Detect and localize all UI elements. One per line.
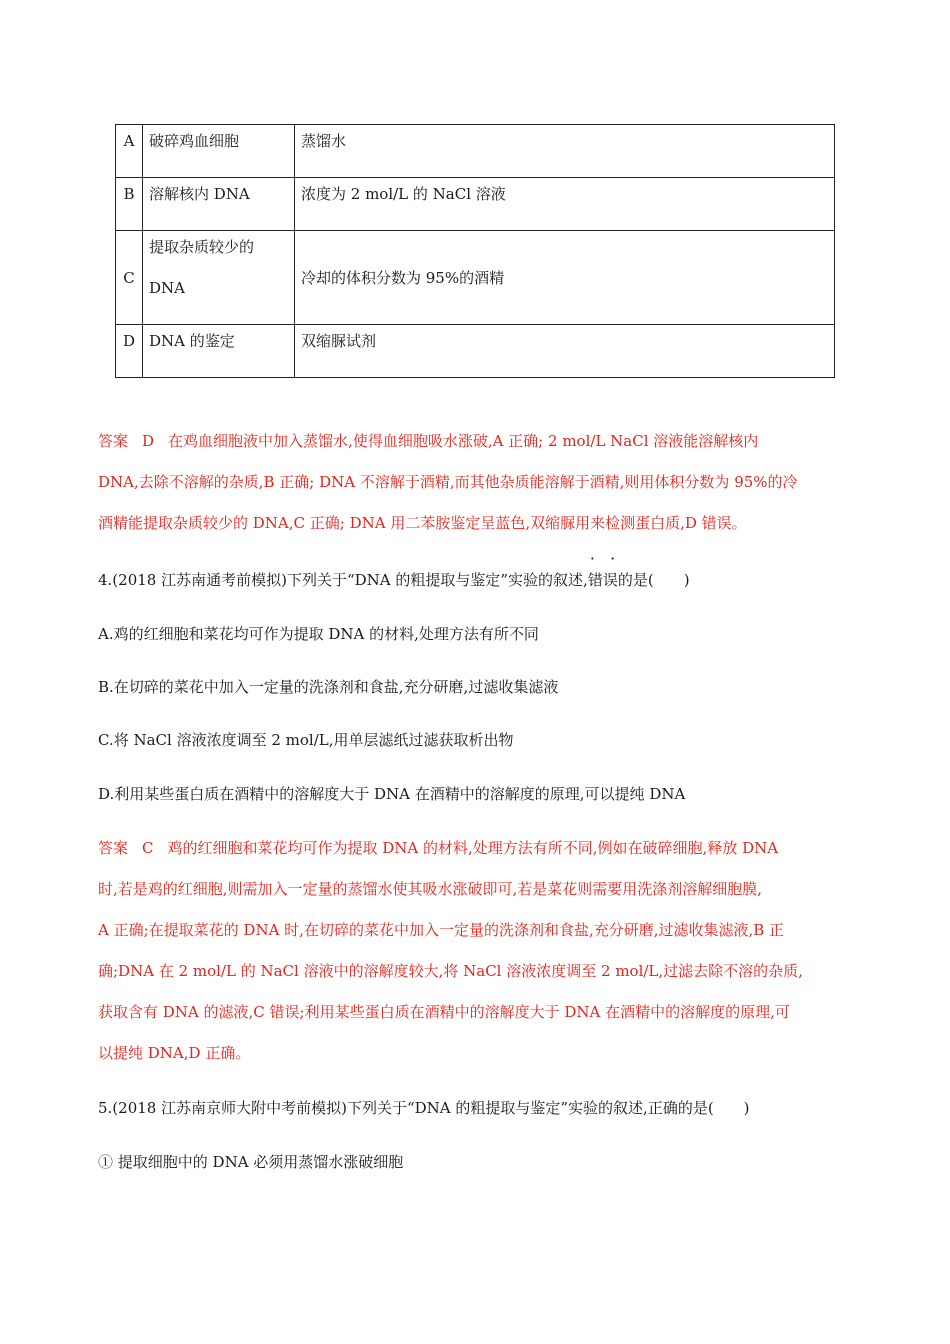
answer3-block bbox=[98, 421, 853, 544]
question4-stem-post: 的是( ) bbox=[617, 571, 690, 589]
answer4-line1 bbox=[98, 828, 853, 869]
question4-option-a: A.鸡的红细胞和菜花均可作为提取 DNA 的材料,处理方法有所不同 bbox=[98, 625, 539, 643]
row-step-line1: 提取杂质较少的 bbox=[149, 238, 255, 256]
question4-option-b: B.在切碎的菜花中加入一定量的洗涤剂和食盐,充分研磨,过滤收集滤液 bbox=[98, 678, 559, 696]
table-row bbox=[116, 231, 835, 325]
answer3-text1: 在鸡血细胞液中加入蒸馏水,使得血细胞吸水涨破,A 正确; 2 mol/L NaCl 溶液能溶解核内 bbox=[168, 432, 759, 450]
answer3-line1 bbox=[98, 421, 853, 462]
table-row bbox=[116, 125, 835, 178]
answer-tag: 答案 bbox=[98, 432, 129, 450]
row-reagent: 双缩脲试剂 bbox=[295, 325, 835, 378]
question4-option-c: C.将 NaCl 溶液浓度调至 2 mol/L,用单层滤纸过滤获取析出物 bbox=[98, 731, 514, 749]
answer-letter: D bbox=[142, 432, 155, 450]
question5-item1: ① 提取细胞中的 DNA 必须用蒸馏水涨破细胞 bbox=[98, 1153, 404, 1171]
answer4-text1: 鸡的红细胞和菜花均可作为提取 DNA 的材料,处理方法有所不同,例如在破碎细胞,释放 DNA bbox=[167, 839, 779, 857]
reagent-table bbox=[115, 124, 835, 378]
question4-option-d: D.利用某些蛋白质在酒精中的溶解度大于 DNA 在酒精中的溶解度的原理,可以提纯 DNA bbox=[98, 785, 686, 803]
row-step bbox=[143, 231, 295, 325]
row-letter: D bbox=[116, 325, 143, 378]
question5-stem: 5.(2018 江苏南京师大附中考前模拟)下列关于“DNA 的粗提取与鉴定”实验的叙述,正确的是( ) bbox=[98, 1099, 750, 1117]
answer3-line2: DNA,去除不溶解的杂质,B 正确; DNA 不溶解于酒精,而其他杂质能溶解于酒精,则用体积分数为 95%的冷 bbox=[98, 473, 798, 491]
question4-stem-emphasis: · · 错误 bbox=[588, 560, 618, 601]
question4-stem bbox=[98, 560, 853, 601]
row-reagent: 冷却的体积分数为 95%的酒精 bbox=[295, 231, 835, 325]
row-letter: A bbox=[116, 125, 143, 178]
question4-block bbox=[98, 560, 853, 601]
answer3-line3: 酒精能提取杂质较少的 DNA,C 正确; DNA 用二苯胺鉴定呈蓝色,双缩脲用来检测蛋白质,D 错误。 bbox=[98, 514, 747, 532]
table-row bbox=[116, 178, 835, 231]
answer4-line6: 以提纯 DNA,D 正确。 bbox=[98, 1044, 251, 1062]
table-row bbox=[116, 325, 835, 378]
answer-letter: C bbox=[142, 839, 154, 857]
answer4-line2: 时,若是鸡的红细胞,则需加入一定量的蒸馏水使其吸水涨破即可,若是菜花则需要用洗涤剂溶解细胞膜, bbox=[98, 880, 763, 898]
row-step: DNA 的鉴定 bbox=[143, 325, 295, 378]
answer4-line5: 获取含有 DNA 的滤液,C 错误;利用某些蛋白质在酒精中的溶解度大于 DNA 在酒精中的溶解度的原理,可 bbox=[98, 1003, 790, 1021]
row-step: 破碎鸡血细胞 bbox=[143, 125, 295, 178]
question4-stem-pre: 4.(2018 江苏南通考前模拟)下列关于“DNA 的粗提取与鉴定”实验的叙述, bbox=[98, 571, 588, 589]
answer4-block bbox=[98, 828, 853, 1074]
answer4-line4: 确;DNA 在 2 mol/L 的 NaCl 溶液中的溶解度较大,将 NaCl 溶液浓度调至 2 mol/L,过滤去除不溶的杂质, bbox=[98, 962, 803, 980]
answer4-line3: A 正确;在提取菜花的 DNA 时,在切碎的菜花中加入一定量的洗涤剂和食盐,充分研磨,过滤收集滤液,B 正 bbox=[98, 921, 785, 939]
row-letter: C bbox=[116, 231, 143, 325]
row-step-line2: DNA bbox=[149, 279, 185, 297]
row-reagent: 浓度为 2 mol/L 的 NaCl 溶液 bbox=[295, 178, 835, 231]
row-step: 溶解核内 DNA bbox=[143, 178, 295, 231]
row-letter: B bbox=[116, 178, 143, 231]
answer-tag: 答案 bbox=[98, 839, 129, 857]
row-reagent: 蒸馏水 bbox=[295, 125, 835, 178]
